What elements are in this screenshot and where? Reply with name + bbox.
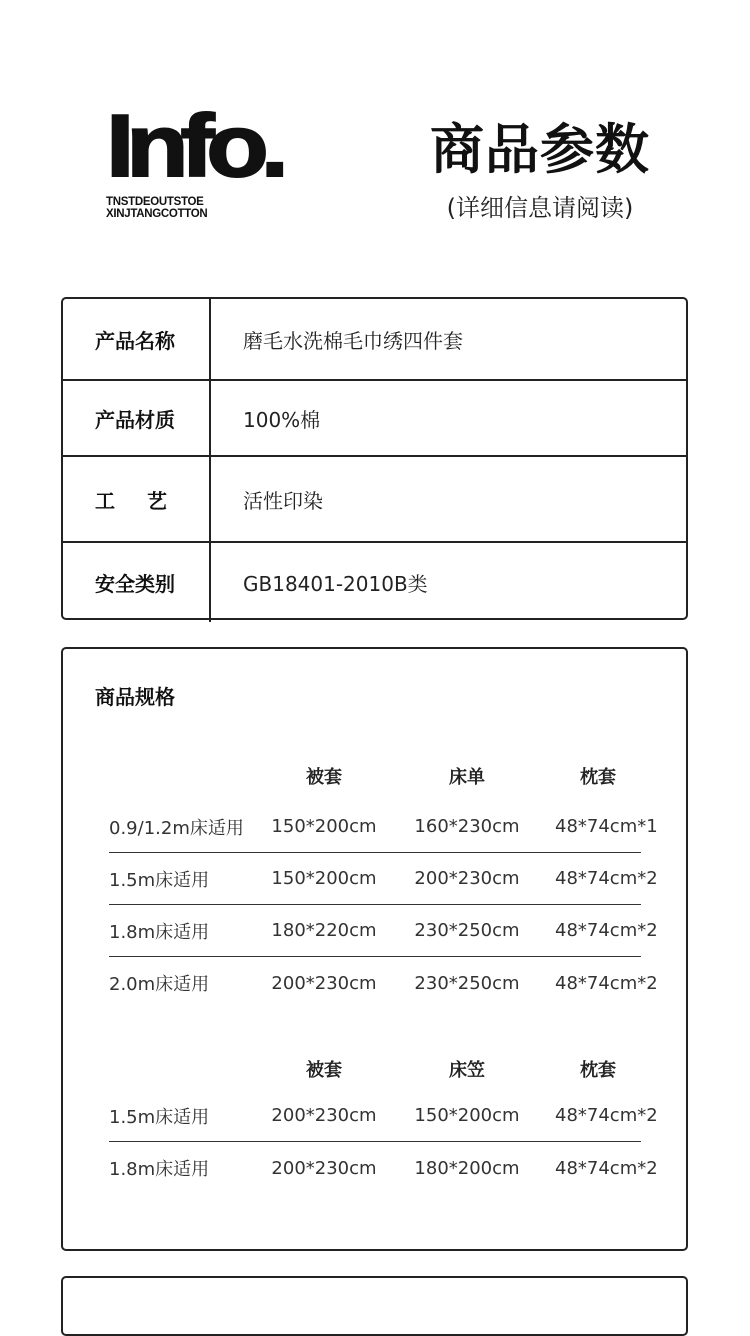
table-cell: 48*74cm*1: [555, 816, 658, 837]
table-cell: 150*200cm: [414, 1105, 520, 1126]
spec-table-header: [109, 761, 641, 791]
table-cell: 150*200cm: [271, 816, 377, 837]
info-logo: [106, 96, 281, 220]
spec-title: 商品规格: [95, 685, 175, 709]
info-label: 产品名称: [63, 299, 211, 379]
table-cell: 230*250cm: [414, 972, 520, 994]
logo-line-2: XINJTANGCOTTON: [106, 208, 208, 220]
info-value: 活性印染: [243, 488, 323, 513]
info-label: 产品材质: [63, 381, 211, 455]
info-row-name: [63, 299, 686, 381]
header-cell: 枕套: [580, 1060, 616, 1081]
spec-table-2: [109, 1054, 658, 1194]
table-cell: 48*74cm*2: [555, 972, 658, 994]
table-cell: 200*230cm: [271, 1105, 377, 1126]
product-info-table: [61, 297, 688, 620]
table-cell: 200*230cm: [271, 972, 377, 994]
table-row: [109, 853, 658, 905]
table-cell: 200*230cm: [414, 868, 520, 889]
table-cell: 230*250cm: [414, 920, 520, 941]
info-value: 磨毛水洗棉毛巾绣四件套: [243, 328, 463, 353]
info-row-material: [63, 381, 686, 457]
table-cell: 180*200cm: [414, 1157, 520, 1179]
spec-table-1: [109, 761, 658, 1009]
header-cell: 床笠: [449, 1060, 485, 1081]
table-cell: 0.9/1.2m床适用: [109, 817, 244, 839]
table-row: [109, 1142, 658, 1194]
info-value: 100%棉: [243, 407, 321, 432]
info-value: GB18401-2010B类: [243, 572, 428, 596]
header-cell: 被套: [306, 1060, 342, 1081]
table-cell: 150*200cm: [271, 868, 377, 889]
info-label: 工艺: [63, 457, 211, 541]
table-row: [109, 905, 658, 957]
info-row-craft: [63, 457, 686, 543]
table-cell: 1.8m床适用: [109, 1159, 210, 1180]
info-label: 安全类别: [63, 543, 211, 622]
table-row: [109, 1090, 658, 1142]
header-cell: 被套: [306, 767, 342, 788]
table-cell: 48*74cm*2: [555, 868, 658, 889]
logo-word: Info.: [106, 96, 281, 195]
table-cell: 200*230cm: [271, 1157, 377, 1179]
table-row: [109, 957, 658, 1009]
table-cell: 180*220cm: [271, 920, 377, 941]
table-cell: 48*74cm*2: [555, 1105, 658, 1126]
header: [420, 118, 660, 223]
spec-table-header: [109, 1054, 641, 1084]
header-cell: 枕套: [580, 767, 616, 788]
info-row-safety: [63, 543, 686, 622]
table-cell: 1.8m床适用: [109, 921, 210, 943]
table-cell: 48*74cm*2: [555, 920, 658, 941]
page-title: 商品参数: [430, 118, 650, 181]
table-cell: 1.5m床适用: [109, 869, 210, 891]
spec-card: [61, 647, 688, 1251]
table-cell: 48*74cm*2: [555, 1157, 658, 1179]
page-subtitle: (详细信息请阅读): [446, 194, 634, 222]
logo-line-1: TNSTDEOUTSTOE: [106, 196, 204, 208]
table-cell: 160*230cm: [414, 816, 520, 837]
table-cell: 1.5m床适用: [109, 1106, 210, 1128]
table-row: [109, 801, 658, 853]
logo-subtext: [106, 196, 257, 220]
table-cell: 2.0m床适用: [109, 974, 210, 995]
next-section-card: [61, 1276, 688, 1336]
header-cell: 床单: [449, 767, 485, 788]
